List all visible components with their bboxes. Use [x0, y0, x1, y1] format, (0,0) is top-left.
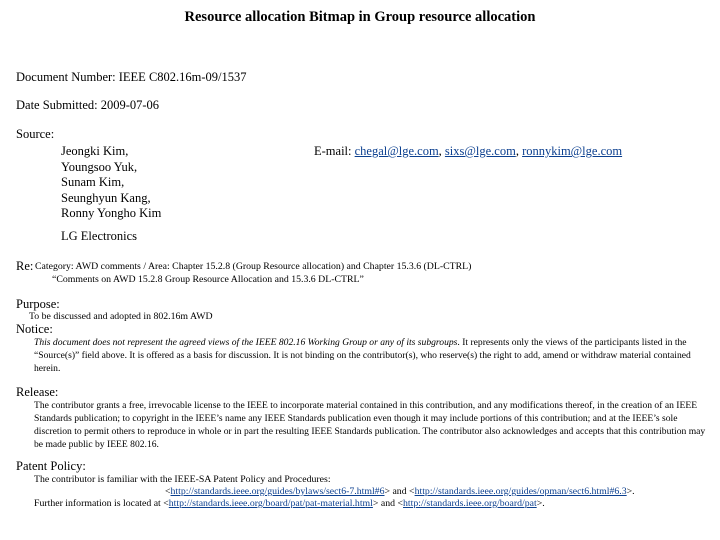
- author-name: Ronny Yongho Kim: [61, 206, 162, 220]
- email-link-ronnykim[interactable]: ronnykim@lge.com: [522, 144, 623, 158]
- bracket-text: >.: [536, 498, 545, 509]
- re-category: Category: AWD comments / Area: Chapter 15.2.8 (Group Resource allocation) and Chapter 15.3.6 (DL-CTRL): [35, 261, 472, 272]
- notice-label: Notice:: [16, 322, 53, 336]
- release-label: Release:: [16, 385, 59, 399]
- re-comment-title: “Comments on AWD 15.2.8 Group Resource Allocation and 15.3.6 DL-CTRL”: [52, 274, 364, 285]
- source-label: Source:: [16, 127, 55, 141]
- author-name: Sunam Kim,: [61, 175, 125, 189]
- purpose-text: To be discussed and adopted in 802.16m AWD: [29, 311, 213, 322]
- patent-policy-label: Patent Policy:: [16, 459, 86, 473]
- bracket-text: <: [165, 486, 171, 497]
- purpose-label: Purpose:: [16, 297, 60, 311]
- email-separator: ,: [438, 144, 445, 158]
- opman-link[interactable]: http://standards.ieee.org/guides/opman/sect6.html#6.3: [414, 486, 627, 497]
- notice-body: . It represents only the views of the participants listed in the “Source(s)” field above. It is offered as a basis for discussion. It is not binding on the contributor(s), who reserve(s) the right to add, amend or withdraw material contained herein.: [34, 337, 691, 374]
- email-separator: ,: [515, 144, 523, 158]
- email-link-chegal[interactable]: chegal@lge.com: [354, 144, 439, 158]
- author-name: Seunghyun Kang,: [61, 190, 151, 205]
- author-list: [61, 144, 161, 222]
- and-text: > and <: [384, 486, 415, 497]
- email-line: [314, 144, 622, 159]
- notice-text: [34, 336, 706, 375]
- and-text: > and <: [372, 498, 404, 509]
- further-info-line: [34, 498, 545, 509]
- pat-material-link[interactable]: http://standards.ieee.org/board/pat/pat-material.html: [168, 498, 373, 509]
- bracket-text: >.: [626, 486, 635, 497]
- bylaws-link[interactable]: http://standards.ieee.org/guides/bylaws/sect6-7.html#6: [170, 486, 385, 497]
- date-submitted: Date Submitted: 2009-07-06: [16, 98, 160, 112]
- organization: LG Electronics: [61, 229, 138, 243]
- patent-policy-links: [165, 486, 635, 497]
- page-title: Resource allocation Bitmap in Group resource allocation: [184, 9, 536, 25]
- further-info-text: Further information is located at <: [34, 498, 169, 509]
- email-label: E-mail:: [314, 144, 352, 158]
- release-text: The contributor grants a free, irrevocable license to the IEEE to incorporate material contained in this contribution, and any modifications thereof, in the creation of an IEEE Standards publication; to copyright in the IEEE’s name any IEEE Standards publication even though it may include portions of this contribution; and at the IEEE’s sole discretion to permit others to reproduce in whole or in part the resulting IEEE Standards publication. The contributor also acknowledges and accepts that this contribution may be made public by IEEE 802.16.: [34, 400, 706, 450]
- author-name: Youngsoo Yuk,: [61, 159, 138, 174]
- email-link-sixs[interactable]: sixs@lge.com: [444, 144, 516, 158]
- notice-italic: This document does not represent the agreed views of the IEEE 802.16 Working Group or any of its subgroups: [34, 337, 458, 348]
- patent-policy-line: The contributor is familiar with the IEEE-SA Patent Policy and Procedures:: [34, 474, 331, 485]
- re-label: Re:: [16, 259, 34, 273]
- pat-board-link[interactable]: http://standards.ieee.org/board/pat: [403, 498, 537, 509]
- author-name: Jeongki Kim,: [61, 144, 129, 158]
- document-number: Document Number: IEEE C802.16m-09/1537: [16, 70, 247, 84]
